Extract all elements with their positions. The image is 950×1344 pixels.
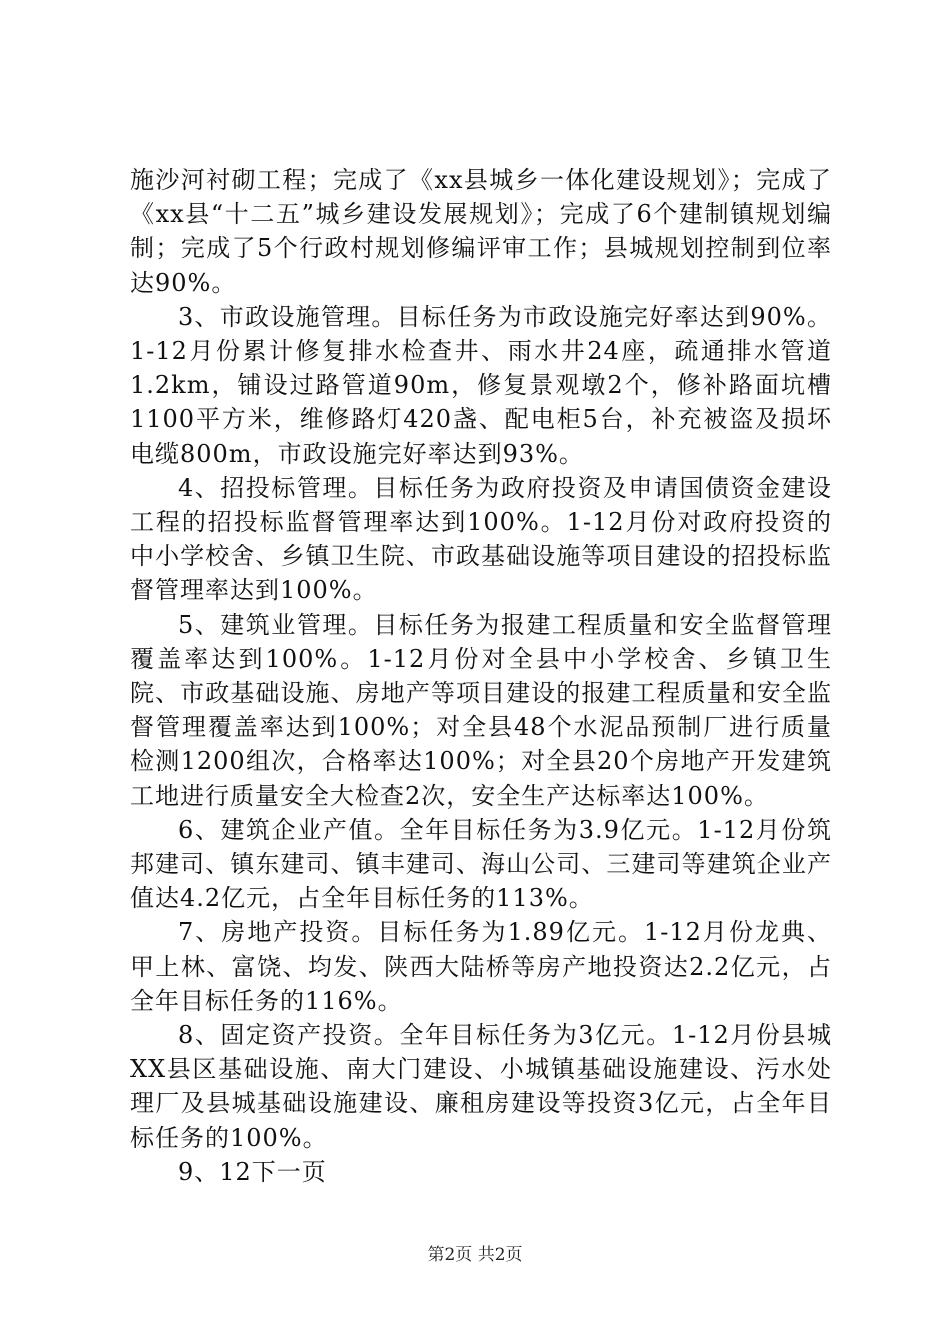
document-body [130, 163, 832, 1189]
paragraph-construction-management: 5、建筑业管理。目标任务为报建工程质量和安全监督管理覆盖率达到100%。1-12月份对全县中小学校舍、乡镇卫生院、市政基础设施、房地产等项目建设的报建工程质量和安全监督管理覆盖率达到100%；对全县48个水泥品预制厂进行质量检测1200组次，合格率达100%；对全县20个房地产开发建筑工地进行质量安全大检查2次，安全生产达标率达100%。 [130, 610, 832, 810]
paragraph-planning-continued: 施沙河衬砌工程；完成了《xx县城乡一体化建设规划》；完成了《xx县“十二五”城乡建设发展规划》；完成了6个建制镇规划编制；完成了5个行政村规划修编评审工作；县城规划控制到位率达90%。 [130, 166, 832, 297]
paragraph-real-estate-investment: 7、房地产投资。目标任务为1.89亿元。1-12月份龙典、甲上林、富饶、均发、陕西大陆桥等房产地投资达2.2亿元，占全年目标任务的116%。 [130, 918, 832, 1015]
paragraph-fixed-asset-investment: 8、固定资产投资。全年目标任务为3亿元。1-12月份县城XX县区基础设施、南大门建设、小城镇基础设施建设、污水处理厂及县城基础设施建设、廉租房建设等投资3亿元，占全年目标任务的100%。 [130, 1021, 832, 1152]
paragraph-construction-output: 6、建筑企业产值。全年目标任务为3.9亿元。1-12月份筑邦建司、镇东建司、镇丰建司、海山公司、三建司等建筑企业产值达4.2亿元，占全年目标任务的113%。 [130, 815, 832, 913]
paragraph-municipal-facilities: 3、市政设施管理。目标任务为市政设施完好率达到90%。1-12月份累计修复排水检查井、雨水井24座，疏通排水管道1.2km，铺设过路管道90m，修复景观墩2个，修补路面坑槽1100平方米，维修路灯420盏、配电柜5台，补充被盗及损坏电缆800m，市政设施完好率达到93%。 [130, 302, 832, 468]
paragraph-bidding-management: 4、招投标管理。目标任务为政府投资及申请国债资金建设工程的招投标监督管理率达到100%。1-12月份对政府投资的中小学校舍、乡镇卫生院、市政基础设施等项目建设的招投标监督管理率达到100%。 [130, 473, 832, 605]
paragraph-next-page: 9、12下一页 [178, 1157, 327, 1186]
page-footer: 第2页 共2页 [427, 1245, 523, 1265]
